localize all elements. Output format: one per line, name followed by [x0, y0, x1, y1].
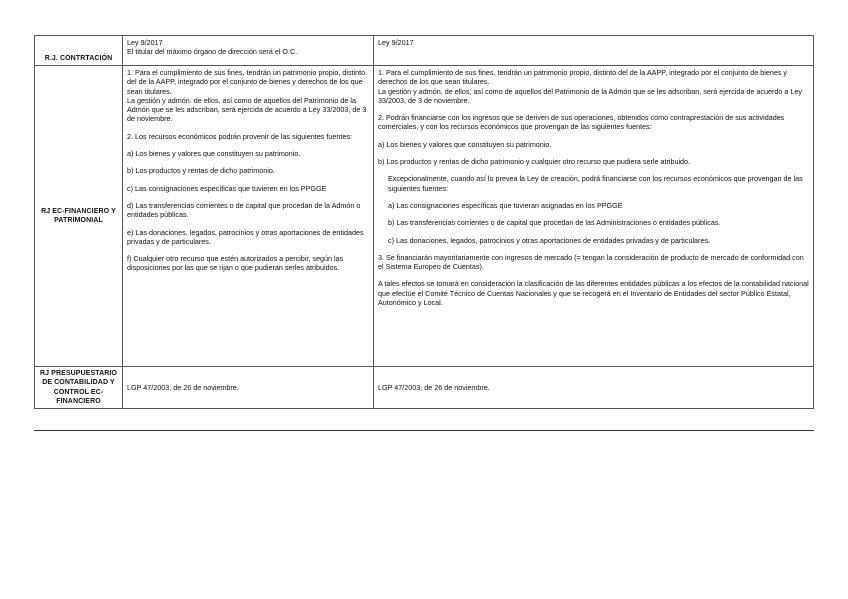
cell-text: c) Las consignaciones específicas que tuvieren en los PPGGE — [127, 183, 327, 193]
row-label: RJ EC-FINANCIERO Y PATRIMONIAL — [35, 66, 123, 367]
cell-text: a) Los bienes y valores que constituyen su patrimonio. — [127, 149, 301, 159]
cell-col-b — [374, 367, 814, 409]
table-row-financiero — [35, 66, 814, 367]
cell-text: b) Los productos y rentas de dicho patrimonio. — [127, 166, 275, 176]
row-label: RJ PRESUPUESTARIO DE CONTABILIDAD Y CONTROL EC-FINANCIERO — [35, 367, 123, 409]
row-label: R.J. CONTRTACIÓN — [35, 36, 123, 66]
cell-text: a) Los bienes y valores que constituyen su patrimonio. — [378, 139, 552, 149]
cell-text: d) Las transferencias corrientes o de capital que procedan de la Admón o entidades públicas. — [127, 200, 361, 220]
cell-col-a — [123, 367, 374, 409]
cell-text: El titular del máximo órgano de dirección será el O.C. — [127, 47, 298, 57]
cell-text: b) Las transferencias corrientes o de capital que procedan de las Administraciones o entidades públicas. — [388, 218, 721, 228]
cell-col-b — [374, 66, 814, 367]
cell-col-b — [374, 36, 814, 66]
cell-text: Excepcionalmente, cuando así lo prevea la Ley de creación, podrá financiarse con los recursos económicos que provengan de las siguientes fuentes: — [388, 174, 803, 193]
cell-text: La gestión y admón. de ellos, así como de aquellos del Patrimonio de la Admón que se les adscriban, será ejercida de acuerdo a Ley 33/2003, de 3 de noviembre. — [127, 95, 367, 124]
cell-text: Ley 9/2017 — [378, 38, 414, 47]
comparison-table — [34, 35, 814, 409]
cell-text: LGP 47/2003, de 26 de noviembre. — [378, 382, 490, 392]
cell-text: 2. Los recursos económicos podrán provenir de las siguientes fuentes: — [127, 131, 352, 141]
cell-text: A tales efectos se tomará en consideración la clasificación de las diferentes entidades públicas a los efectos de la contabilidad nacional que efectúe el Comité Técnico de Cuentas Nacionales y que se recogerá en el Inventario de Entidades del sector Público Estatal, Autonómico y Local. — [378, 279, 809, 308]
table-row-contratacion — [35, 36, 814, 66]
cell-col-a — [123, 36, 374, 66]
cell-col-a — [123, 66, 374, 367]
cell-text: Ley 9/2017 — [127, 38, 163, 47]
table-row-presupuestario — [35, 367, 814, 409]
cell-text: 3. Se financiarán mayoritariamente con ingresos de mercado (= tengan la consideración de producto de mercado de conformidad con el Sistema Europeo de Cuentas). — [378, 252, 804, 272]
cell-text: LGP 47/2003, de 26 de noviembre. — [127, 382, 239, 392]
cell-text: La gestión y admón. de ellos, así como de aquellos del Patrimonio de la Admón que se les adscriban, será ejercida de acuerdo a Ley 33/2003, de 3 de noviembre. — [378, 86, 802, 105]
cell-text: b) Los productos y rentas de dicho patrimonio y cualquier otro recurso que pudiera serle atribuido. — [378, 157, 691, 167]
cell-text: 1. Para el cumplimiento de sus fines, tendrán un patrimonio propio, distinto del de la AAPP, integrado por el conjunto de bienes y derechos de los que sean titulares. — [378, 68, 788, 87]
cell-text: 1. Para el cumplimiento de sus fines, tendrán un patrimonio propio, distinto del de la AAPP, integrado por el conjunto de bienes y derechos de los que sean titulares. — [127, 68, 366, 96]
footer-rule — [34, 430, 814, 431]
cell-text: 2. Podrán financiarse con los ingresos que se deriven de sus operaciones, obtenidos como contraprestación de sus actividades comerciales, y con los recursos económicos que provengan de las siguientes fuentes: — [378, 113, 785, 132]
cell-text: f) Cualquier otro recurso que estén autorizados a percibir, según las disposiciones por las que se rijan o que pudieran serles atribuidos. — [127, 254, 344, 273]
cell-text: c) Las donaciones, legados, patrocinios y otras aportaciones de entidades privadas y de particulares. — [388, 235, 711, 245]
cell-text: a) Las consignaciones específicas que tuvieran asignadas en los PPGGE — [388, 200, 623, 210]
cell-text: e) Las donaciones, legados, patrocinios y otras aportaciones de entidades privadas y de particulares. — [127, 227, 364, 246]
